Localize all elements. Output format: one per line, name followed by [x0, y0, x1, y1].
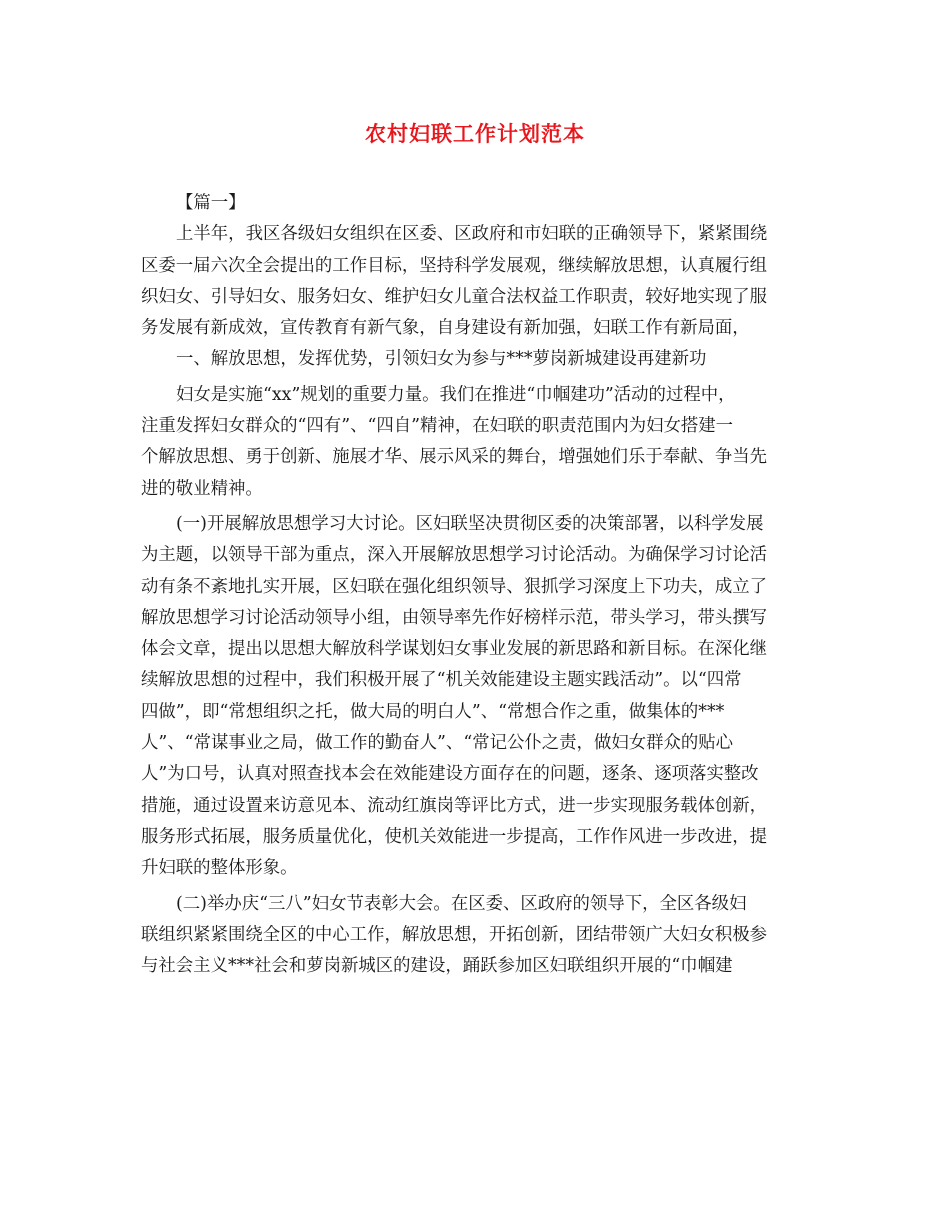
paragraph — [141, 509, 813, 885]
paragraph — [141, 380, 813, 505]
text-line: (一)开展解放思想学习大讨论。区妇联坚决贯彻区委的决策部署，以科学发展 — [176, 513, 764, 534]
text-line: (二)举办庆“三八”妇女节表彰大会。在区委、区政府的领导下，全区各级妇 — [176, 893, 747, 914]
text-line: 进的敬业精神。 — [141, 478, 263, 499]
text-line: 四做”，即“常想组织之托，做大局的明白人”、“常想合作之重，做集体的*** — [141, 701, 725, 722]
paragraph — [141, 344, 813, 375]
text-line: 为主题，以领导干部为重点，深入开展解放思想学习讨论活动。为确保学习讨论活 — [141, 545, 768, 566]
document-title: 农村妇联工作计划范本 — [365, 121, 585, 146]
paragraph — [141, 889, 813, 983]
text-line: 续解放思想的过程中，我们积极开展了“机关效能建设主题实践活动”。以“四常 — [141, 670, 742, 691]
text-line: 区委一届六次全会提出的工作目标，坚持科学发展观，继续解放思想，认真履行组 — [141, 255, 768, 276]
section-label: 【篇一】 — [176, 193, 246, 213]
text-line: 解放思想学习讨论活动领导小组，由领导率先作好榜样示范，带头学习，带头撰写 — [141, 607, 768, 628]
text-line: 升妇联的整体形象。 — [141, 858, 298, 879]
text-line: 织妇女、引导妇女、服务妇女、维护妇女儿童合法权益工作职责，较好地实现了服 — [141, 286, 768, 307]
text-line: 上半年，我区各级妇女组织在区委、区政府和市妇联的正确领导下，紧紧围绕 — [176, 224, 768, 245]
text-line: 务发展有新成效，宣传教育有新气象，自身建设有新加强，妇联工作有新局面， — [141, 318, 750, 339]
document-body — [141, 188, 813, 982]
text-line: 体会文章，提出以思想大解放科学谋划妇女事业发展的新思路和新目标。在深化继 — [141, 639, 768, 660]
text-line: 注重发挥妇女群众的“四有”、“四自”精神，在妇联的职责范围内为妇女搭建一 — [141, 416, 734, 437]
text-line: 动有条不紊地扎实开展，区妇联在强化组织领导、狠抓学习深度上下功夫，成立了 — [141, 576, 768, 597]
section-heading: 一、解放思想，发挥优势，引领妇女为参与***萝岗新城建设再建新功 — [176, 349, 707, 370]
text-line: 服务形式拓展，服务质量优化，使机关效能进一步提高，工作作风进一步改进，提 — [141, 826, 768, 847]
text-line: 人”、“常谋事业之局，做工作的勤奋人”、“常记公仆之责，做妇女群众的贴心 — [141, 733, 734, 754]
paragraph — [141, 219, 813, 344]
text-line: 个解放思想、勇于创新、施展才华、展示风采的舞台，增强她们乐于奉献、争当先 — [141, 447, 768, 468]
text-line: 人”为口号，认真对照查找本会在效能建设方面存在的问题，逐条、逐项落实整改 — [141, 764, 759, 785]
text-line: 联组织紧紧围绕全区的中心工作，解放思想，开拓创新，团结带领广大妇女积极参 — [141, 924, 768, 945]
text-line: 妇女是实施“xx”规划的重要力量。我们在推进“巾帼建功”活动的过程中， — [176, 384, 736, 405]
text-line: 与社会主义***社会和萝岗新城区的建设，踊跃参加区妇联组织开展的“巾帼建 — [141, 956, 733, 977]
text-line: 措施，通过设置来访意见本、流动红旗岗等评比方式，进一步实现服务载体创新， — [141, 795, 768, 816]
